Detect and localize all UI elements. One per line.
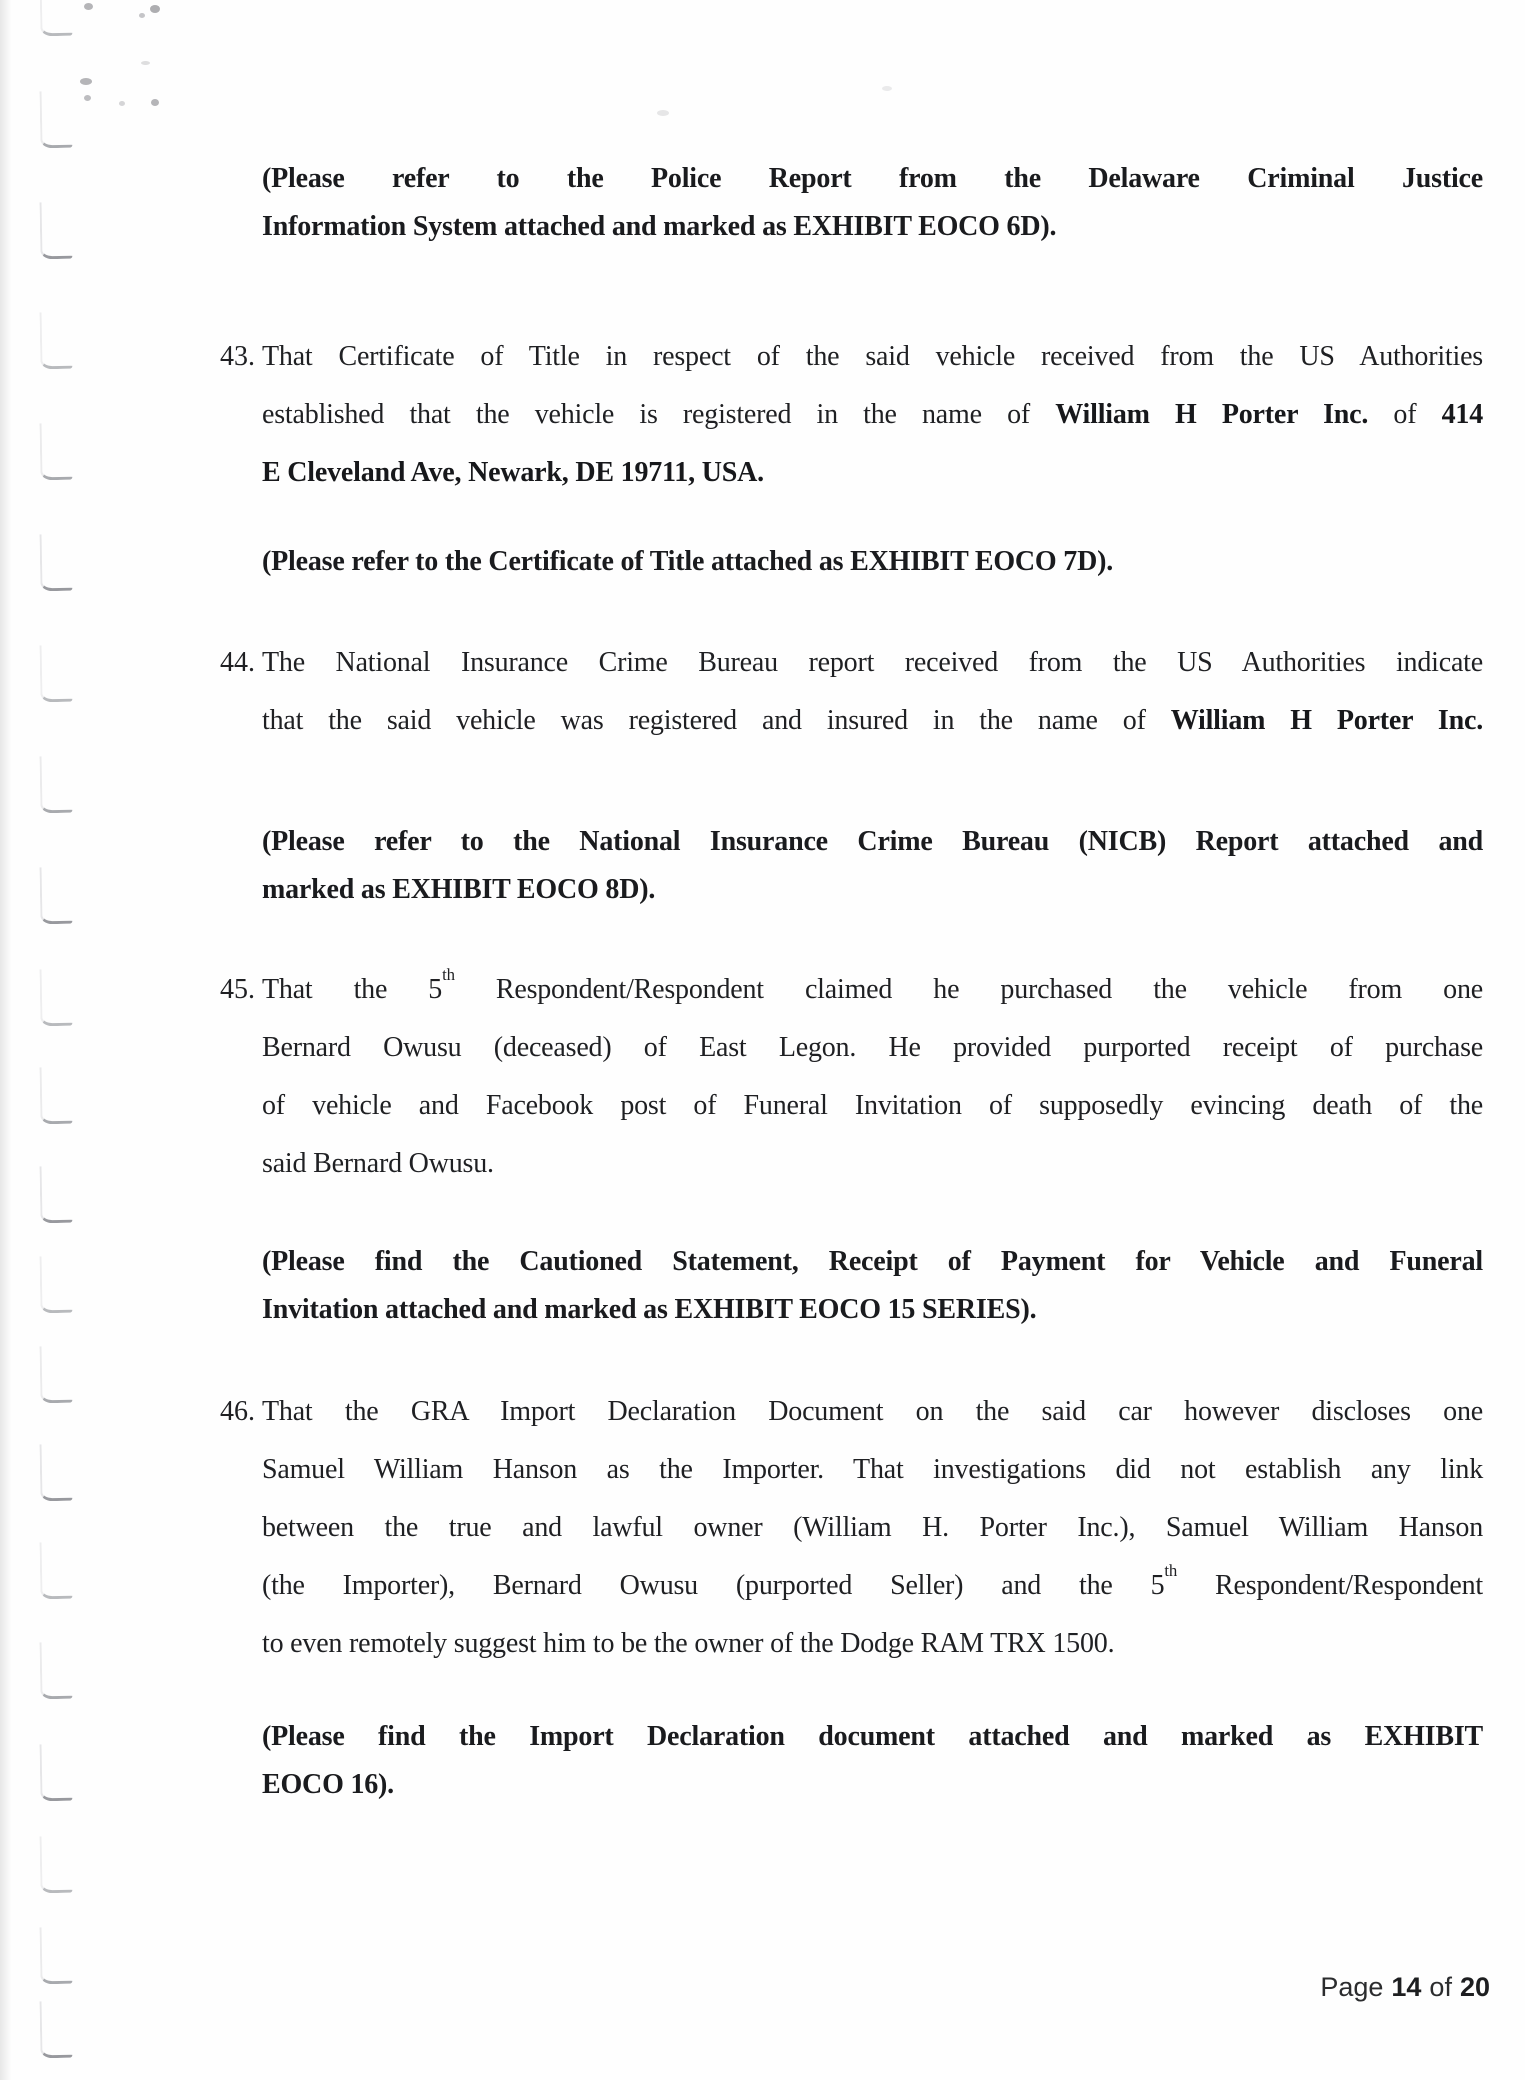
- text-line: [262, 538, 1483, 586]
- text-segment: between the true and lawful owner (William H. Porter Inc.), Samuel William Hanson: [262, 1512, 1483, 1543]
- text-line: [262, 1286, 1483, 1334]
- binding-mark: [40, 867, 73, 925]
- ordinal-suffix: th: [442, 965, 455, 985]
- text-line: [262, 866, 1483, 914]
- text-segment: (Please refer to the National Insurance Crime Bureau (NICB) Report attached and: [262, 826, 1483, 857]
- text-segment: Bernard Owusu (deceased) of East Legon. He provided purported receipt of purchase: [262, 1032, 1483, 1063]
- page-footer: [1320, 1972, 1490, 2003]
- text-segment: marked as EXHIBIT EOCO 8D).: [262, 874, 656, 905]
- page-footer-of-label: of: [1429, 1972, 1452, 2002]
- paragraph-number: 46.: [220, 1396, 255, 1427]
- page-footer-label: Page: [1320, 1972, 1384, 2002]
- binding-mark: [40, 0, 73, 36]
- exhibit-note-7d: [262, 538, 1483, 586]
- binding-mark: [40, 534, 73, 592]
- binding-mark: [40, 202, 73, 260]
- scan-speck: [151, 99, 159, 106]
- binding-mark: [40, 756, 73, 814]
- text-segment: (the Importer), Bernard Owusu (purported Seller) and the 5: [262, 1570, 1165, 1601]
- text-segment: of: [1368, 399, 1442, 430]
- text-segment: That Certificate of Title in respect of the said vehicle received from the US Authorities: [262, 341, 1483, 372]
- scan-speck: [119, 101, 125, 106]
- binding-mark: [40, 645, 73, 703]
- text-line: [262, 818, 1483, 866]
- exhibit-note-15: [262, 1238, 1483, 1334]
- text-line: [262, 961, 1483, 1019]
- text-line: [262, 1238, 1483, 1286]
- paragraph-46: [220, 1383, 1483, 1673]
- binding-mark: [40, 1836, 73, 1894]
- text-line: [262, 1019, 1483, 1077]
- paragraph-number: 43.: [220, 341, 255, 372]
- text-segment: William H Porter Inc.: [1170, 705, 1483, 736]
- paragraph-45: [220, 961, 1483, 1193]
- scan-speck: [80, 78, 92, 85]
- text-line: [262, 1383, 1483, 1441]
- binding-mark: [40, 1642, 73, 1700]
- text-line: [262, 1713, 1483, 1761]
- text-segment: Information System attached and marked as EXHIBIT EOCO 6D).: [262, 211, 1057, 242]
- binding-mark: [40, 1744, 73, 1802]
- text-line: [262, 444, 1483, 502]
- text-segment: of vehicle and Facebook post of Funeral Invitation of supposedly evincing death of the: [262, 1090, 1483, 1121]
- binding-mark: [40, 1256, 73, 1314]
- scan-speck: [141, 61, 150, 65]
- text-line: [262, 634, 1483, 692]
- scan-speck: [150, 5, 160, 13]
- text-line: [262, 1615, 1483, 1673]
- page-number-current: 14: [1391, 1972, 1422, 2002]
- text-line: [262, 1761, 1483, 1809]
- binding-mark: [40, 312, 73, 370]
- text-segment: (Please refer to the Certificate of Title attached as EXHIBIT EOCO 7D).: [262, 546, 1114, 577]
- text-segment: (Please find the Import Declaration document attached and marked as EXHIBIT: [262, 1721, 1483, 1752]
- text-segment: Samuel William Hanson as the Importer. That investigations did not establish any link: [262, 1454, 1483, 1485]
- binding-mark: [40, 1346, 73, 1404]
- binding-mark: [40, 1166, 73, 1224]
- text-line: [262, 386, 1483, 444]
- text-segment: E Cleveland Ave, Newark, DE 19711, USA.: [262, 457, 764, 488]
- binding-mark: [40, 91, 73, 149]
- text-segment: that the said vehicle was registered and insured in the name of: [262, 705, 1171, 736]
- text-line: [262, 1077, 1483, 1135]
- text-segment: The National Insurance Crime Bureau report received from the US Authorities indicate: [262, 647, 1483, 678]
- text-segment: Invitation attached and marked as EXHIBIT EOCO 15 SERIES).: [262, 1294, 1037, 1325]
- exhibit-note-8d: [262, 818, 1483, 914]
- text-segment: to even remotely suggest him to be the owner of the Dodge RAM TRX 1500.: [262, 1628, 1115, 1659]
- text-line: [262, 1557, 1483, 1615]
- ordinal-suffix: th: [1164, 1561, 1178, 1581]
- text-segment: (Please find the Cautioned Statement, Receipt of Payment for Vehicle and Funeral: [262, 1246, 1483, 1277]
- text-segment: Respondent/Respondent: [1177, 1570, 1483, 1601]
- binding-mark: [40, 1927, 73, 1985]
- text-segment: Respondent/Respondent claimed he purchased the vehicle from one: [454, 974, 1483, 1005]
- paragraph-number: 45.: [220, 974, 255, 1005]
- scan-edge-shadow: [0, 0, 12, 2080]
- scan-speck: [84, 95, 91, 101]
- exhibit-note-16: [262, 1713, 1483, 1809]
- text-segment: (Please refer to the Police Report from the Delaware Criminal Justice: [262, 163, 1483, 194]
- text-line: [262, 1499, 1483, 1557]
- document-body: [220, 0, 1483, 1809]
- paragraph-44: [220, 634, 1483, 750]
- text-line: [262, 1135, 1483, 1193]
- paragraph-43: [220, 328, 1483, 502]
- text-segment: That the 5: [262, 974, 443, 1005]
- binding-mark: [40, 423, 73, 481]
- binding-mark: [40, 969, 73, 1027]
- text-segment: William H Porter Inc.: [1055, 399, 1369, 430]
- text-segment: said Bernard Owusu.: [262, 1148, 494, 1179]
- binding-mark: [40, 1444, 73, 1502]
- text-segment: established that the vehicle is registered in the name of: [262, 399, 1056, 430]
- text-line: [262, 203, 1483, 251]
- paragraph-number: 44.: [220, 647, 255, 678]
- text-segment: EOCO 16).: [262, 1769, 394, 1800]
- text-segment: 414: [1441, 399, 1483, 430]
- text-line: [262, 328, 1483, 386]
- binding-mark: [40, 1067, 73, 1125]
- scan-speck: [139, 13, 145, 18]
- page-number-total: 20: [1459, 1972, 1490, 2002]
- text-line: [262, 692, 1483, 750]
- text-line: [262, 155, 1483, 203]
- text-line: [262, 1441, 1483, 1499]
- binding-mark: [40, 1542, 73, 1600]
- text-segment: That the GRA Import Declaration Document on the said car however discloses one: [262, 1396, 1483, 1427]
- binding-mark: [40, 2001, 73, 2059]
- scan-speck: [84, 3, 93, 10]
- exhibit-note-6d: [262, 155, 1483, 251]
